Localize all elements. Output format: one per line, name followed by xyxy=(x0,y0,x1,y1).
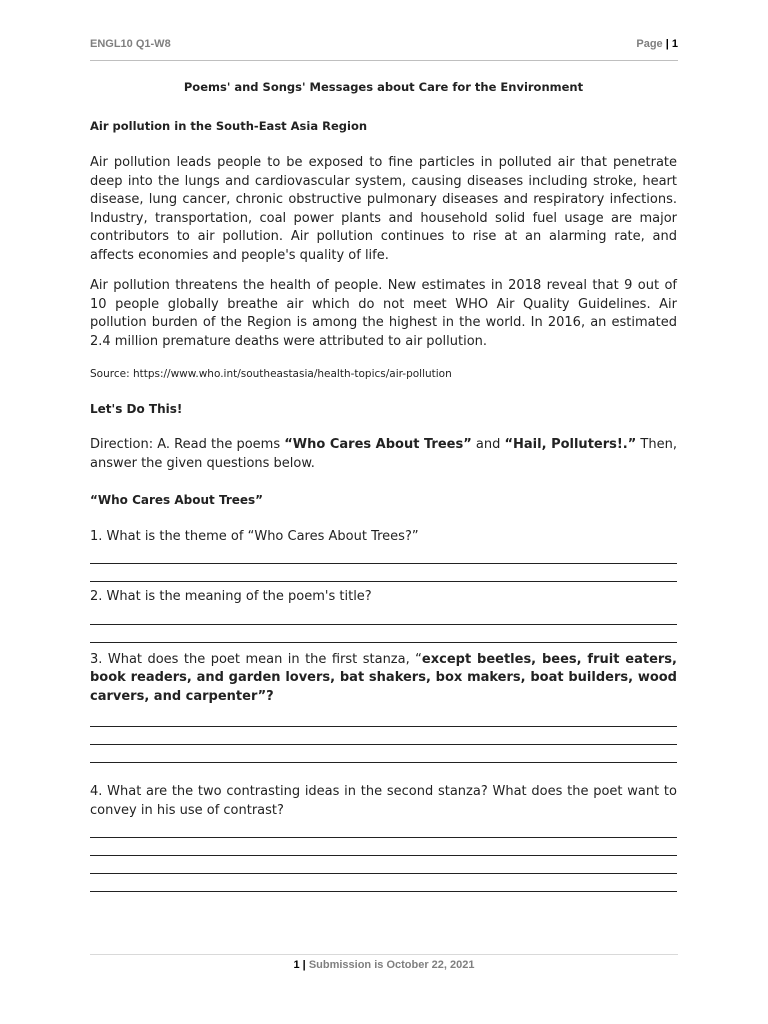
question-3-prefix: 3. What does the poet mean in the first stanza, “ xyxy=(90,651,422,667)
direction-suffix: Then, answer the given questions below. xyxy=(90,437,677,471)
footer-separator: | xyxy=(302,959,306,971)
answer-line[interactable] xyxy=(90,820,677,838)
answer-line[interactable] xyxy=(90,546,677,564)
source-citation: Source: https://www.who.int/southeastasia/health-topics/air-pollution xyxy=(90,368,452,380)
direction-and: and xyxy=(471,437,505,452)
answer-line[interactable] xyxy=(90,745,677,763)
question-3-quote: except beetles, bees, fruit eaters, book readers, and garden lovers, bat shakers, box makers, boat builders, wood carvers, and carpenter”? xyxy=(90,651,677,704)
page-number: 1 xyxy=(671,38,678,50)
answer-line[interactable] xyxy=(90,607,677,625)
answer-line[interactable] xyxy=(90,706,677,727)
poem-heading: “Who Cares About Trees” xyxy=(90,493,264,507)
submission-date: Submission is October 22, 2021 xyxy=(308,959,475,971)
document-body xyxy=(90,78,677,892)
answer-line[interactable] xyxy=(90,625,677,643)
question-1: 1. What is the theme of “Who Cares About Trees?” xyxy=(90,528,419,544)
page-footer xyxy=(90,954,678,971)
answer-line[interactable] xyxy=(90,838,677,856)
answer-line[interactable] xyxy=(90,874,677,892)
activity-heading: Let's Do This! xyxy=(90,401,183,416)
section-heading: Air pollution in the South-East Asia Region xyxy=(90,118,368,133)
question-2: 2. What is the meaning of the poem's title? xyxy=(90,589,372,604)
poem-title-2: “Hail, Polluters!.” xyxy=(504,437,637,452)
poem-title-1: “Who Cares About Trees” xyxy=(284,437,472,452)
paragraph-2: Air pollution threatens the health of people. New estimates in 2018 reveal that 9 out of 10 people globally breathe air which do not meet WHO Air Quality Guidelines. Air pollution burden of the Region is among the highest in the world. In 2016, an estimated 2.4 million premature deaths were attributed to air pollution. xyxy=(90,278,677,349)
course-code: ENGL10 Q1-W8 xyxy=(90,38,171,50)
direction-text xyxy=(90,436,677,473)
question-3 xyxy=(90,651,677,707)
direction-prefix: Direction: A. Read the poems xyxy=(90,437,285,452)
answer-line[interactable] xyxy=(90,564,677,582)
answer-line[interactable] xyxy=(90,727,677,745)
footer-page-number: 1 xyxy=(293,959,300,971)
page-indicator xyxy=(636,38,678,50)
answer-line[interactable] xyxy=(90,856,677,874)
page-label: Page xyxy=(636,38,663,50)
page-header xyxy=(90,38,678,61)
document-title: Poems' and Songs' Messages about Care for the Environment xyxy=(183,80,584,94)
page-separator: | xyxy=(665,38,669,50)
paragraph-1: Air pollution leads people to be exposed to fine particles in polluted air that penetrate deep into the lungs and cardiovascular system, causing diseases including stroke, heart disease, lung cancer, chronic obstructive pulmonary diseases and respiratory infections. Industry, transportation, coal power plants and household solid fuel usage are major contributors to air pollution. Air pollution continues to rise at an alarming rate, and affects economies and people's quality of life. xyxy=(90,155,677,263)
question-4: 4. What are the two contrasting ideas in the second stanza? What does the poet want to convey in his use of contrast? xyxy=(90,784,677,818)
